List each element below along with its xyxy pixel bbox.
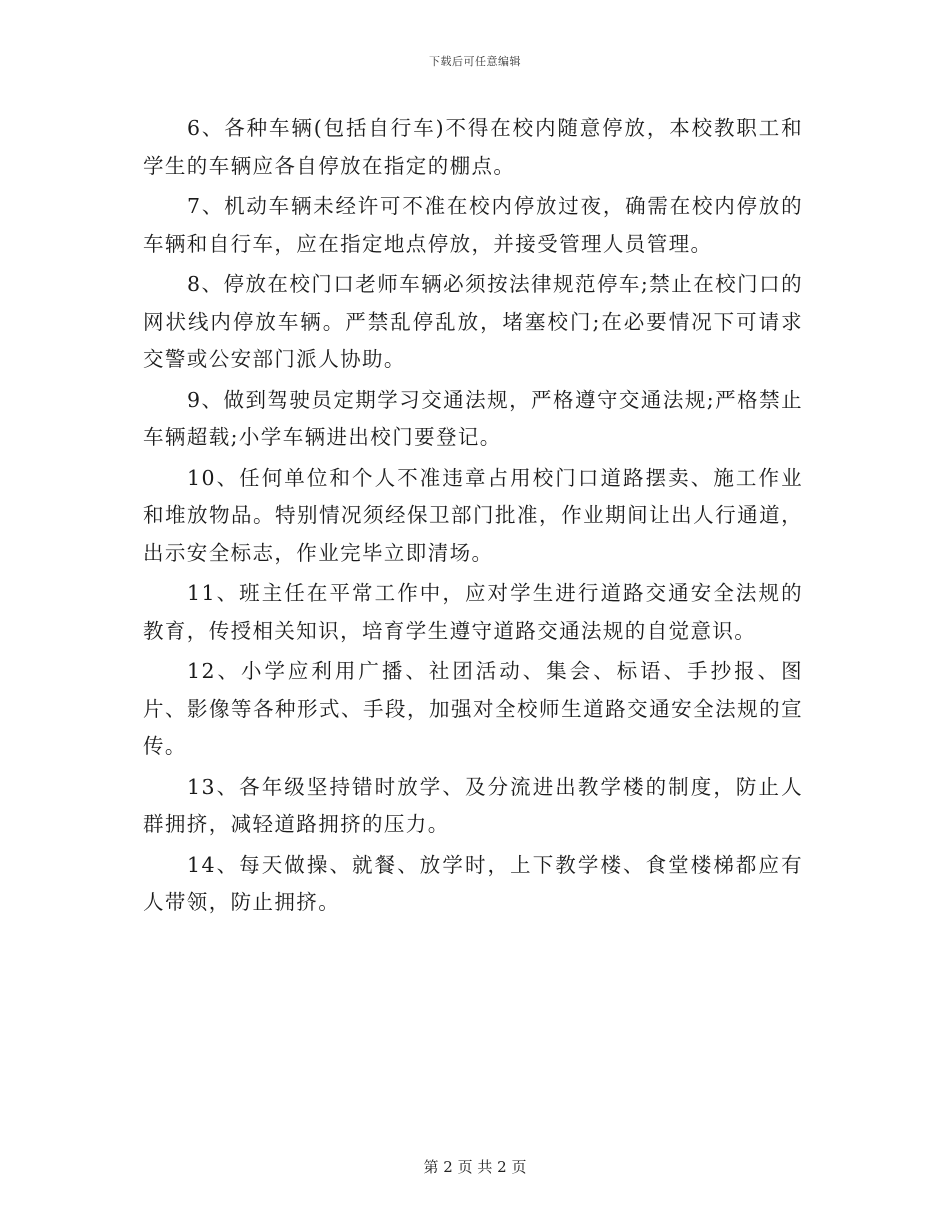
paragraph-item-6: 6、各种车辆(包括自行车)不得在校内随意停放，本校教职工和学生的车辆应各自停放在指定的棚点。 [143, 116, 803, 178]
paragraph-item-14: 14、每天做操、就餐、放学时，上下教学楼、食堂楼梯都应有人带领，防止拥挤。 [143, 852, 803, 914]
paragraph-item-13: 13、各年级坚持错时放学、及分流进出教学楼的制度，防止人群拥挤，减轻道路拥挤的压力。 [143, 774, 803, 836]
page-number-footer: 第 2 页 共 2 页 [423, 1158, 527, 1176]
paragraph-item-8: 8、停放在校门口老师车辆必须按法律规范停车;禁止在校门口的网状线内停放车辆。严禁乱停乱放，堵塞校门;在必要情况下可请求交警或公安部门派人协助。 [143, 272, 803, 371]
page-header: 下载后可任意编辑 [429, 55, 521, 68]
paragraph-item-12: 12、小学应利用广播、社团活动、集会、标语、手抄报、图片、影像等各种形式、手段，加强对全校师生道路交通安全法规的宣传。 [143, 659, 803, 758]
paragraph-item-9: 9、做到驾驶员定期学习交通法规，严格遵守交通法规;严格禁止车辆超载;小学车辆进出校门要登记。 [143, 387, 803, 449]
paragraph-item-10: 10、任何单位和个人不准违章占用校门口道路摆卖、施工作业和堆放物品。特别情况须经保卫部门批准，作业期间让出人行通道，出示安全标志，作业完毕立即清场。 [143, 465, 803, 565]
document-body [143, 110, 803, 925]
paragraph-item-7: 7、机动车辆未经许可不准在校内停放过夜，确需在校内停放的车辆和自行车，应在指定地点停放，并接受管理人员管理。 [143, 194, 803, 256]
paragraph-item-11: 11、班主任在平常工作中，应对学生进行道路交通安全法规的教育，传授相关知识，培育学生遵守道路交通法规的自觉意识。 [143, 581, 803, 643]
